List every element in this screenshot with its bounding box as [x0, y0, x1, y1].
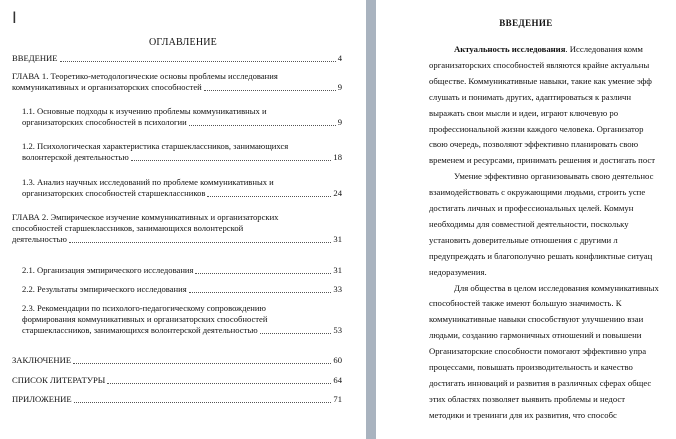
toc-entry[interactable] [22, 177, 342, 199]
toc-leader-dots [207, 196, 331, 197]
toc-leader-dots [74, 402, 332, 403]
toc-entry-text: ГЛАВА 1. Теоретико-методологические основы проблемы исследования [12, 71, 278, 81]
toc-entry-text: старшеклассников, занимающихся волонтерской деятельностью [22, 325, 258, 335]
toc-entry[interactable] [22, 284, 342, 295]
toc-entry-text: 2.3. Рекомендации по психолого-педагогическому сопровождению [22, 303, 266, 313]
intro-text-line: Актуальность исследования. Исследования комм [454, 44, 643, 54]
intro-text-line: обществе. Коммуникативные навыки, такие как умение эфф [429, 75, 652, 86]
toc-entry[interactable] [22, 303, 342, 336]
toc-entry-text: способностей старшеклассников, занимающихся волонтерской [12, 223, 244, 233]
toc-leader-dots [195, 273, 331, 274]
toc-page-number: 9 [337, 117, 342, 127]
toc-entry[interactable] [22, 141, 342, 163]
toc-entry-text: организаторских способностей старшеклассников [22, 188, 206, 198]
toc-entry[interactable] [22, 106, 342, 128]
toc-leader-dots [73, 363, 331, 364]
intro-text-line: достигать инноваций и развития в различных сферах общес [429, 377, 652, 388]
toc-entry[interactable] [22, 265, 342, 276]
toc-leader-dots [260, 333, 332, 334]
toc-entry-text: 2.2. Результаты эмпирического исследования [22, 284, 187, 294]
intro-text-line: методики и тренинги для их развития, что способс [429, 409, 617, 420]
toc-entry-text: деятельностью [12, 234, 67, 244]
intro-text-line: процессами, повышать производительность и качество [429, 362, 633, 372]
toc-entry-text: ВВЕДЕНИЕ [12, 53, 58, 63]
toc-entry[interactable] [12, 375, 342, 386]
toc-entry-text: 2.1. Организация эмпирического исследования [22, 265, 194, 275]
toc-entry-text: коммуникативных и организаторских способностей [12, 82, 202, 92]
toc-page-number: 71 [333, 394, 342, 404]
toc-leader-dots [69, 242, 331, 243]
toc-leader-dots [107, 383, 331, 384]
toc-entry[interactable] [12, 212, 342, 245]
intro-text-line: достигать личных и профессиональных целей. Коммун [429, 203, 634, 213]
toc-page-number: 4 [337, 53, 342, 63]
intro-text-line: временем и ресурсами, принимать решения и достигать пост [429, 155, 656, 166]
intro-text-line: людьми, созданию гармоничных отношений и повышени [429, 330, 642, 341]
toc-entry-text: 1.3. Анализ научных исследований по проблеме коммуникативных и [22, 177, 274, 187]
toc-page-number: 31 [333, 234, 342, 244]
toc-page-number: 9 [337, 82, 342, 92]
toc-entry-text: ПРИЛОЖЕНИЕ [12, 394, 72, 404]
intro-text-line: предупреждать и благополучно решать конфликтные ситуац [429, 250, 653, 261]
intro-text-line: профессиональной жизни каждого человека. Организатор [429, 123, 644, 134]
text-cursor-icon: I [12, 8, 17, 27]
toc-entry-text: формирования коммуникативных и организаторских способностей [22, 314, 268, 324]
toc-entry-text: СПИСОК ЛИТЕРАТУРЫ [12, 375, 106, 385]
toc-entry[interactable] [12, 53, 342, 64]
intro-text-line: установить доверительные отношения с другими л [429, 234, 618, 245]
toc-entry-text: ГЛАВА 2. Эмпирическое изучение коммуникативных и организаторских [12, 212, 279, 222]
toc-leader-dots [189, 292, 332, 293]
intro-page [376, 0, 676, 439]
toc-leader-dots [60, 61, 336, 62]
toc-entry-text: 1.2. Психологическая характеристика старшеклассников, занимающихся [22, 141, 289, 151]
intro-text-line: взаимодействовать с окружающими людьми, строить успе [429, 187, 646, 198]
toc-page-number: 24 [333, 188, 342, 198]
toc-page-number: 33 [333, 284, 342, 294]
intro-title: ВВЕДЕНИЕ [499, 18, 553, 28]
intro-text-line: коммуникативные навыки способствуют улучшению взаи [429, 314, 644, 325]
toc-entry-text: ЗАКЛЮЧЕНИЕ [12, 355, 72, 365]
toc-page-number: 31 [333, 265, 342, 275]
intro-text-line: выражать свои мысли и идеи, играют ключевую ро [429, 107, 619, 118]
intro-text-line: слушать и понимать других, адаптироваться к различн [429, 91, 632, 102]
intro-bold-term: Актуальность исследования [454, 44, 566, 54]
toc-entry-text: волонтерской деятельностью [22, 152, 129, 162]
toc-entry[interactable] [12, 394, 342, 405]
toc-entry[interactable] [12, 71, 342, 93]
intro-text-line: организаторских способностей являются крайне актуальны [429, 59, 650, 70]
toc-entry[interactable] [12, 355, 342, 366]
toc-entry-text: организаторских способностей в психологии [22, 117, 187, 127]
intro-text-line: необходимы для совместной деятельности, поскольку [429, 218, 629, 229]
toc-leader-dots [204, 90, 336, 91]
intro-text-line: Для общества в целом исследования коммуникативных [454, 282, 659, 293]
toc-leader-dots [189, 125, 336, 126]
toc-entry-text: 1.1. Основные подходы к изучению проблемы коммуникативных и [22, 106, 267, 116]
intro-text-line: этих областях позволяет выявить проблемы и недост [429, 393, 626, 404]
intro-text-line: Умение эффективно организовывать свою деятельнос [454, 171, 654, 182]
toc-leader-dots [131, 160, 332, 161]
intro-text-line: свою очередь, позволяют эффективно планировать свою [429, 139, 639, 150]
intro-text-line: Организаторские способности помогают эффективно упра [429, 346, 647, 357]
intro-text-line: недоразумения. [429, 266, 487, 277]
toc-page-number: 60 [333, 355, 342, 365]
intro-text-line: способностей также имеют большую значимость. К [429, 298, 622, 309]
toc-page-number: 64 [333, 375, 342, 385]
toc-page-number: 18 [333, 152, 342, 162]
toc-page-number: 53 [333, 325, 342, 335]
toc-title: ОГЛАВЛЕНИЕ [149, 37, 217, 48]
